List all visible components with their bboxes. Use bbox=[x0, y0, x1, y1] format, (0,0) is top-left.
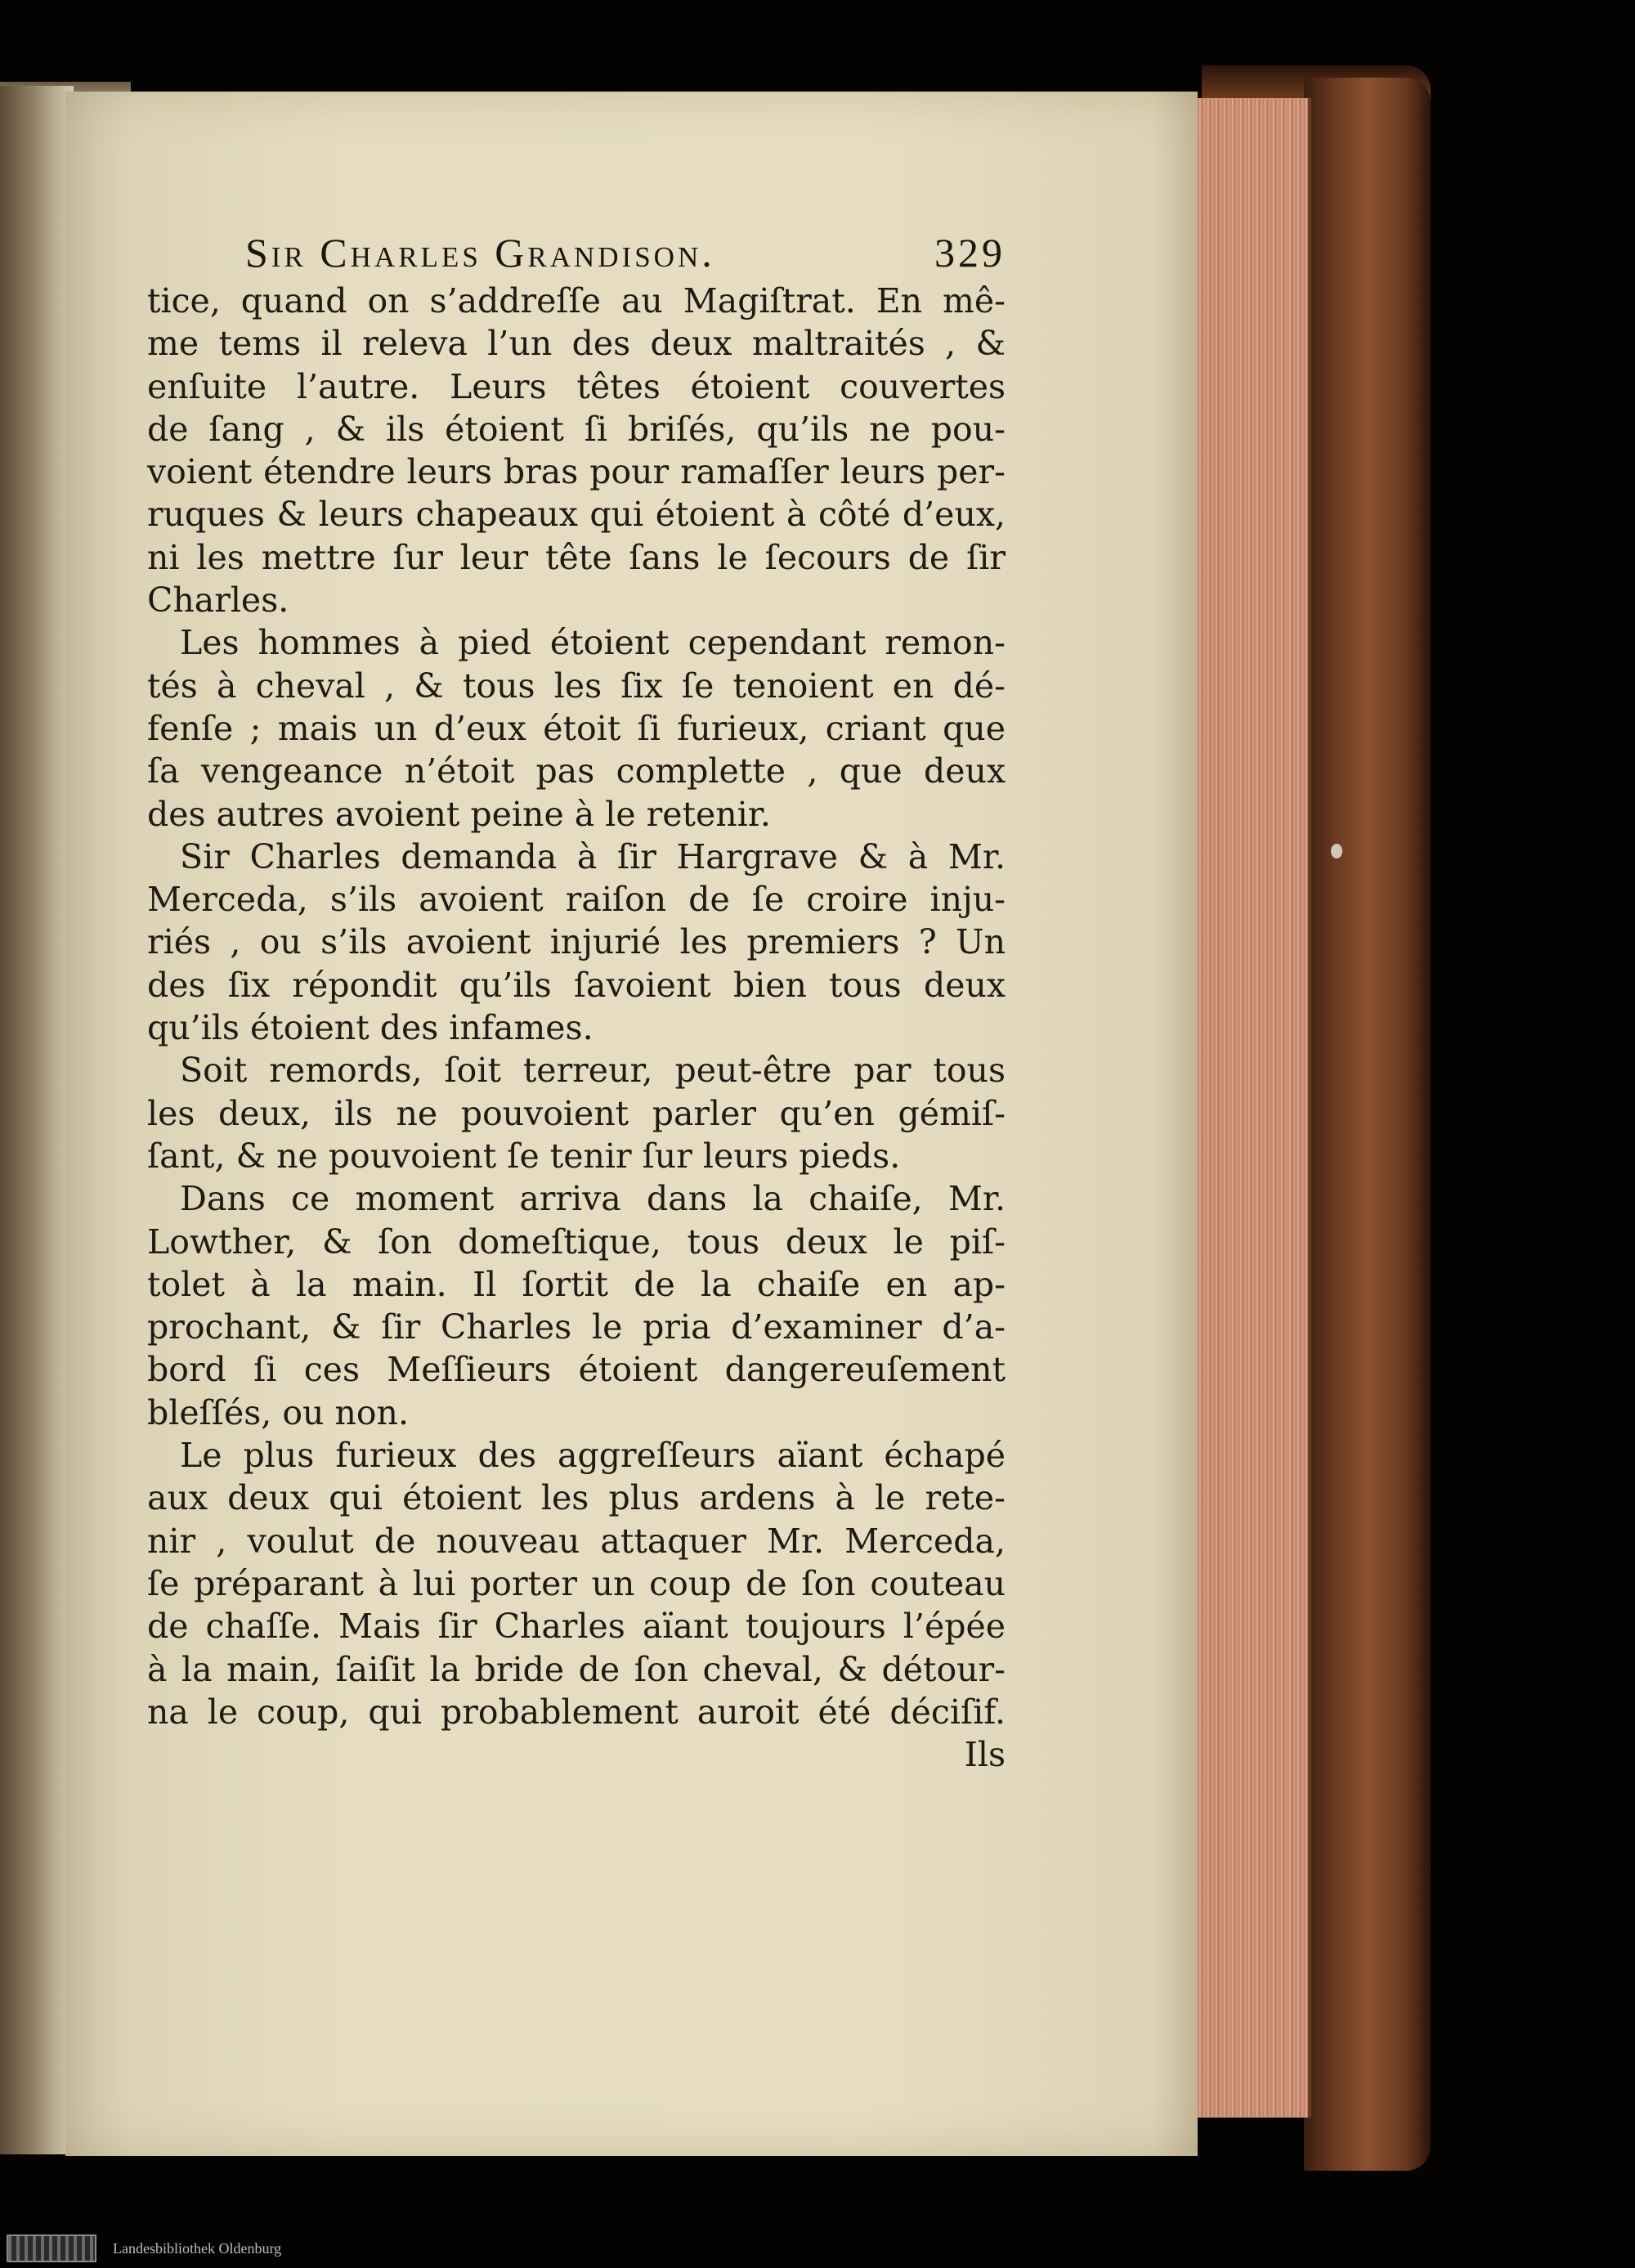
text-line: Dans ce moment arriva dans la chaiſe, Mr. bbox=[180, 1179, 1006, 1219]
text-line: tés à cheval , & tous les ſix ſe tenoient en dé- bbox=[147, 666, 1006, 706]
text-line: Soit remords, ſoit terreur, peut-être par tous bbox=[180, 1051, 1006, 1091]
text-line: ruques & leurs chapeaux qui étoient à côté d’eux, bbox=[147, 495, 1006, 535]
text-line: Les hommes à pied étoient cependant remon- bbox=[180, 623, 1006, 663]
text-line: na le coup, qui probablement auroit été déciſif. bbox=[147, 1692, 1006, 1732]
text-line: des ſix répondit qu’ils ſavoient bien tous deux bbox=[147, 965, 1006, 1005]
pin-hole bbox=[1331, 844, 1342, 858]
text-line: tolet à la main. Il ſortit de la chaiſe en ap- bbox=[147, 1264, 1006, 1304]
text-line: à la main, ſaiſit la bride de ſon cheval, & détour- bbox=[147, 1649, 1006, 1689]
catchword-line bbox=[147, 1733, 1006, 1776]
left-binding bbox=[0, 86, 74, 2154]
page-number: 329 bbox=[934, 230, 1006, 276]
text-line: Le plus furieux des aggreſſeurs aïant échapé bbox=[180, 1436, 1006, 1476]
text-line: voient étendre leurs bras pour ramaſſer leurs per- bbox=[147, 452, 1006, 492]
library-name: Landesbibliothek Oldenburg bbox=[113, 2239, 282, 2257]
text-line: les deux, ils ne pouvoient parler qu’en gémiſ- bbox=[147, 1093, 1006, 1133]
running-head-title: Sir Charles Grandison. bbox=[245, 230, 715, 276]
text-block bbox=[147, 229, 1006, 1776]
page-edges bbox=[1194, 98, 1311, 2118]
text-line: Sir Charles demanda à ſir Hargrave & à Mr. bbox=[180, 836, 1006, 876]
text-line: bleſſés, ou non. bbox=[147, 1392, 409, 1432]
text-line: aux deux qui étoient les plus ardens à le rete- bbox=[147, 1478, 1006, 1518]
text-line: qu’ils étoient des infames. bbox=[147, 1008, 594, 1048]
text-line: ſant, & ne pouvoient ſe tenir ſur leurs pieds. bbox=[147, 1136, 901, 1176]
running-head bbox=[147, 229, 1006, 276]
text-line: Merceda, s’ils avoient raiſon de ſe croire inju- bbox=[147, 880, 1006, 920]
text-line: nir , voulut de nouveau attaquer Mr. Merceda, bbox=[147, 1521, 1006, 1561]
library-logo-icon bbox=[7, 2234, 96, 2262]
text-line: bord ſi ces Meſſieurs étoient dangereuſement bbox=[147, 1350, 1006, 1390]
text-line: prochant, & ſir Charles le pria d’examiner d’a- bbox=[147, 1307, 1006, 1347]
text-line: ni les mettre ſur leur tête ſans le ſecours de ſir bbox=[147, 537, 1006, 577]
catchword: Ils bbox=[964, 1735, 1006, 1775]
text-line: des autres avoient peine à le retenir. bbox=[147, 794, 771, 834]
text-line: de ſang , & ils étoient ſi briſés, qu’ils ne pou- bbox=[147, 409, 1006, 449]
text-line: Lowther, & ſon domeſtique, tous deux le piſ- bbox=[147, 1221, 1006, 1262]
text-line: tice, quand on s’addreſſe au Magiſtrat. En mê- bbox=[147, 281, 1006, 320]
footer-bar bbox=[0, 2229, 1635, 2268]
text-line: Charles. bbox=[147, 580, 289, 621]
text-line: de chaſſe. Mais ſir Charles aïant toujours l’épée bbox=[147, 1607, 1006, 1647]
text-line: enſuite l’autre. Leurs têtes étoient couvertes bbox=[147, 366, 1006, 406]
book-cover-right bbox=[1304, 78, 1431, 2171]
text-line: fenſe ; mais un d’eux étoit ſi furieux, criant que bbox=[147, 708, 1006, 748]
text-line: ſa vengeance n’étoit pas complette , que deux bbox=[147, 751, 1006, 791]
text-line: ſe préparant à lui porter un coup de ſon couteau bbox=[147, 1563, 1006, 1603]
text-line: me tems il releva l’un des deux maltraités , & bbox=[147, 324, 1006, 364]
text-line: riés , ou s’ils avoient injurié les premiers ? Un bbox=[147, 922, 1006, 962]
